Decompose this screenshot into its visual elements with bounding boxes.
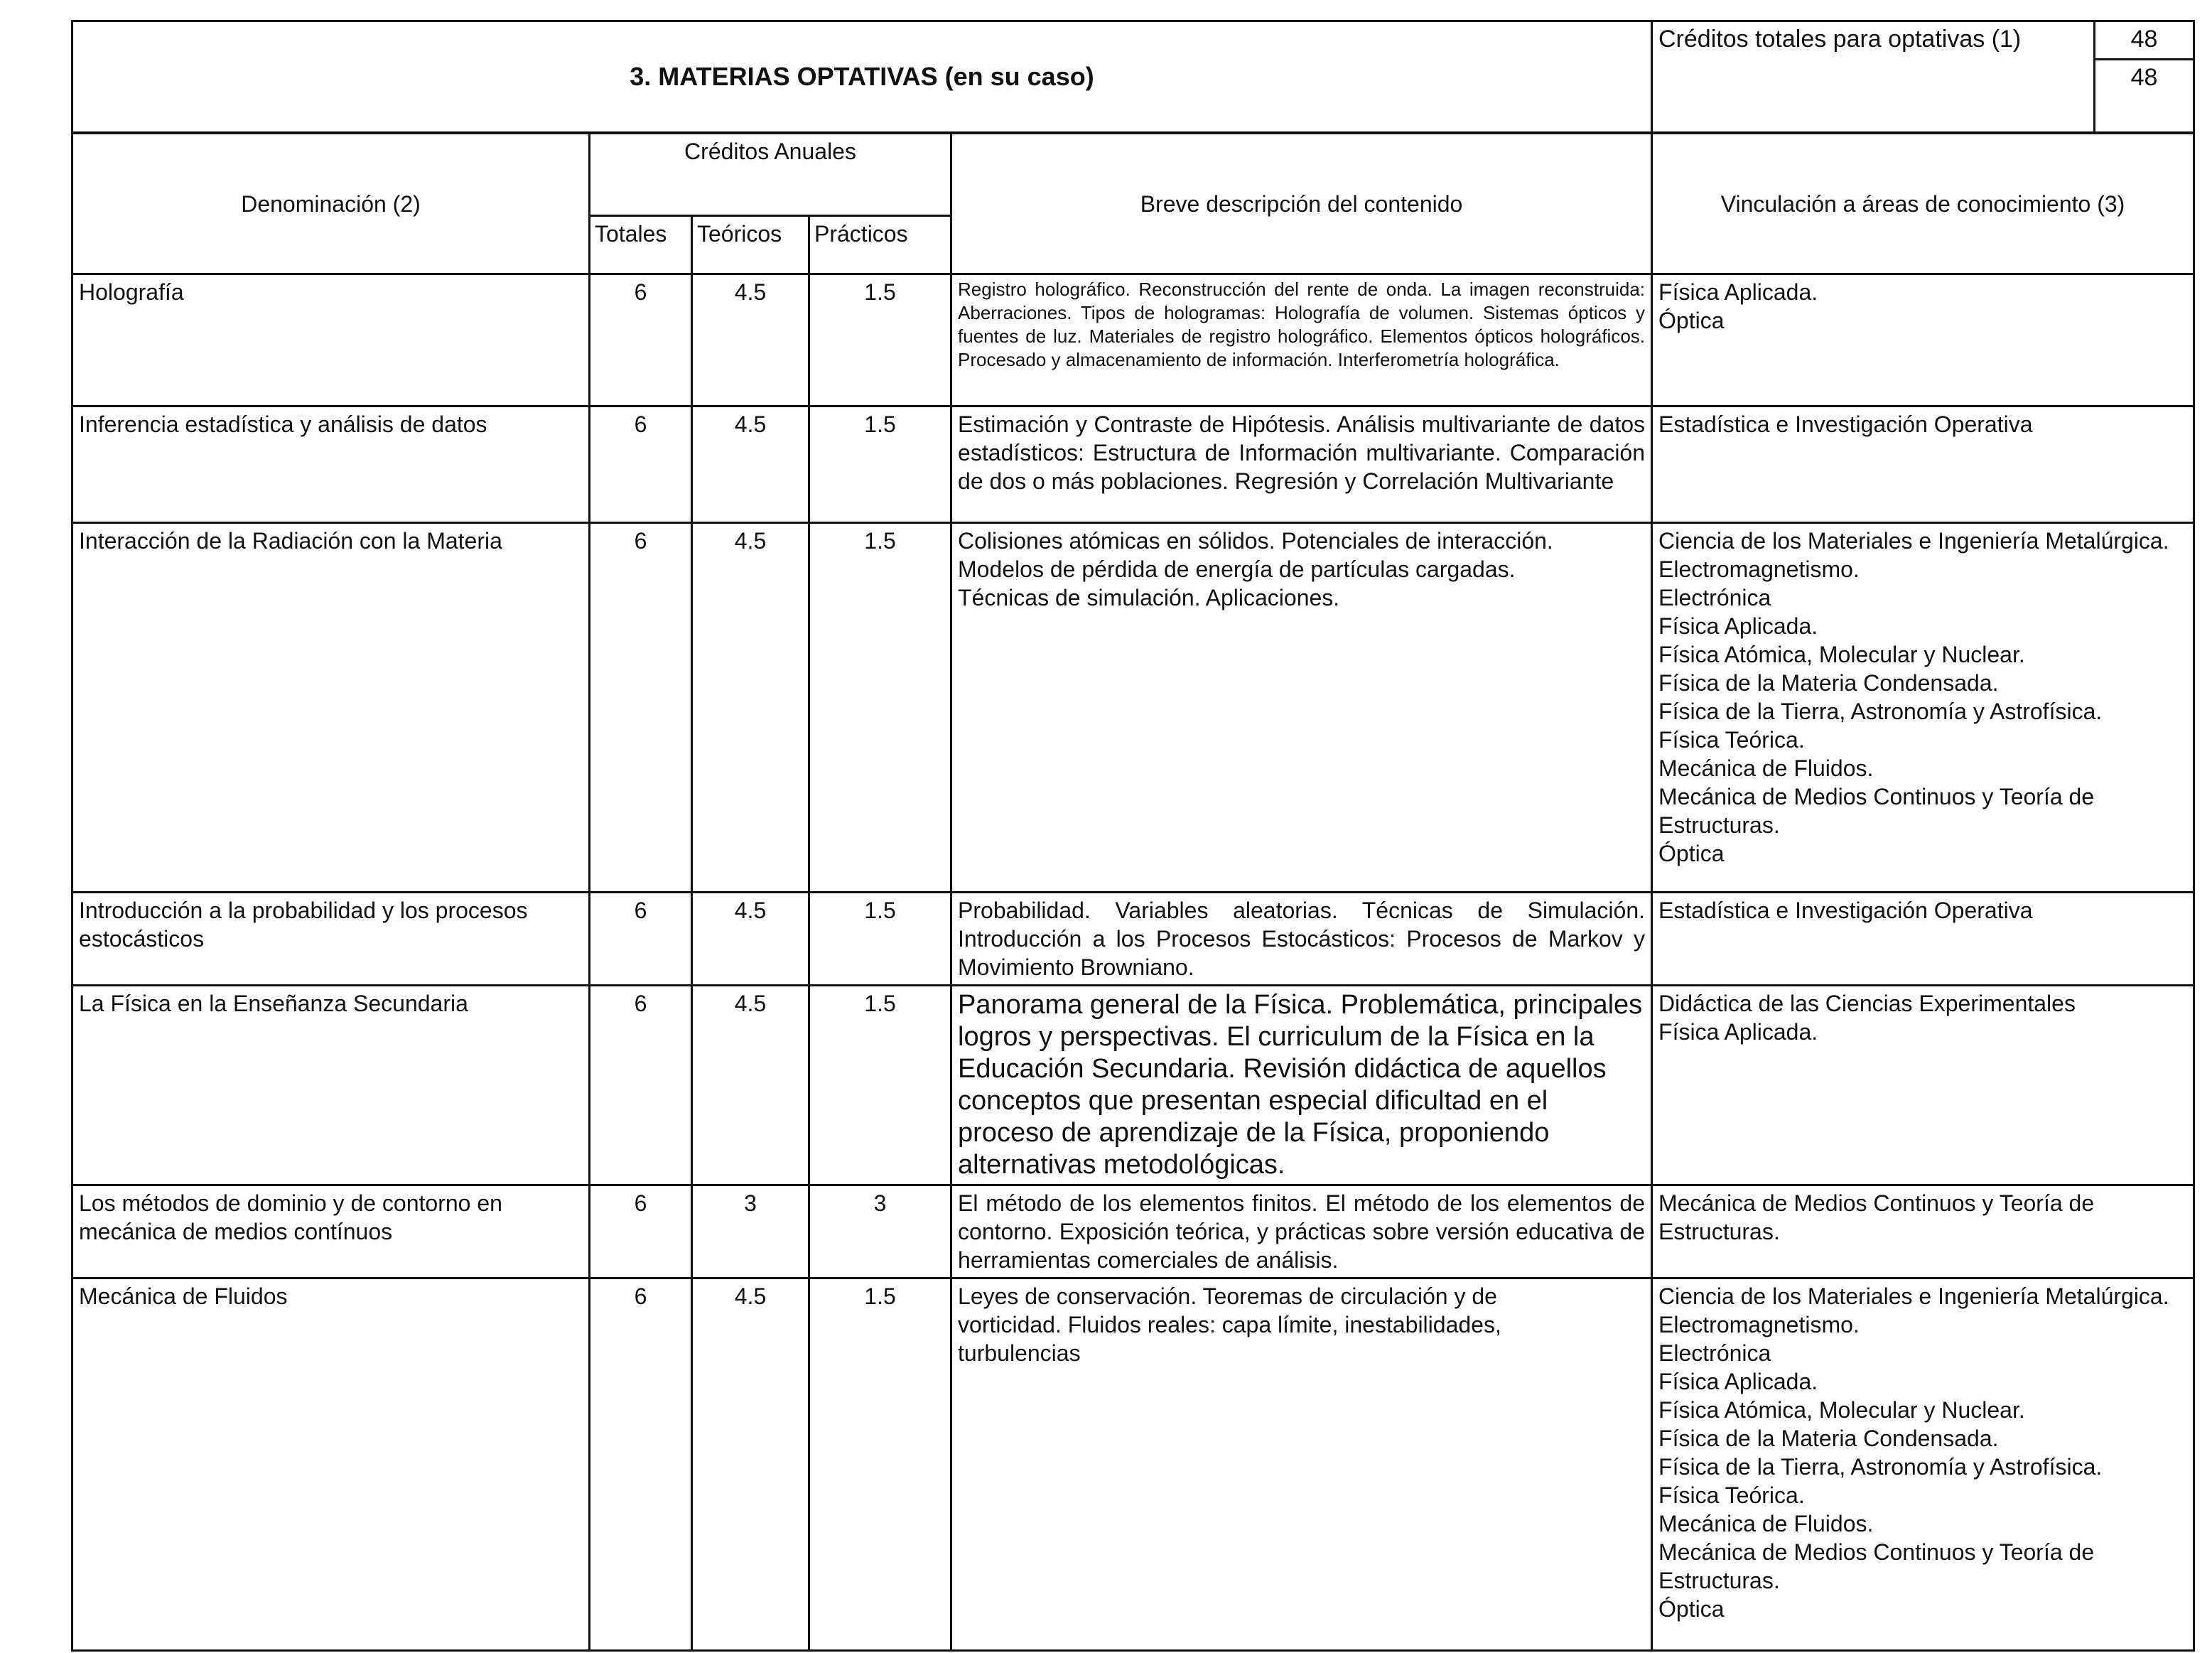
credits-practicos: 1.5 <box>809 274 951 406</box>
area-item: Didáctica de las Ciencias Experimentales <box>1658 991 2076 1016</box>
header-totales: Totales <box>590 216 692 274</box>
knowledge-areas <box>1652 986 2194 1185</box>
description-line: Modelos de pérdida de energía de partículas cargadas. <box>958 556 1516 582</box>
credits-practicos: 1.5 <box>809 406 951 523</box>
area-item: Física Aplicada. <box>1658 279 1818 305</box>
description-line: Leyes de conservación. Teoremas de circulación y de <box>958 1283 1497 1309</box>
knowledge-areas <box>1652 274 2194 406</box>
credits-practicos: 1.5 <box>809 523 951 893</box>
subject-description: Probabilidad. Variables aleatorias. Técnicas de Simulación. Introducción a los Procesos Estocásticos: Procesos de Markov y Movimiento Browniano. <box>951 893 1652 986</box>
subject-description: Estimación y Contraste de Hipótesis. Análisis multivariante de datos estadísticos: Estructura de Información multivariante. Comparación de dos o más poblaciones. Regresión y Correlación Multivariante <box>951 406 1652 523</box>
credits-teoricos: 4.5 <box>692 986 809 1185</box>
header-descripcion: Breve descripción del contenido <box>951 134 1652 274</box>
credits-teoricos: 4.5 <box>692 1278 809 1651</box>
subject-description: Registro holográfico. Reconstrucción del rente de onda. La imagen reconstruida: Aberraciones. Tipos de hologramas: Holografía de volumen. Sistemas ópticos y fuentes de luz. Materiales de registro holográfico. Elementos ópticos holográficos. Procesado y almacenamiento de información. Interferometría holográfica. <box>951 274 1652 406</box>
credits-practicos: 1.5 <box>809 1278 951 1651</box>
subject-name: La Física en la Enseñanza Secundaria <box>72 986 590 1185</box>
section-header-table <box>71 20 2195 134</box>
area-item: Óptica <box>1658 308 1725 333</box>
section-title: 3. MATERIAS OPTATIVAS (en su caso) <box>72 21 1652 133</box>
knowledge-areas <box>1652 893 2194 986</box>
knowledge-areas <box>1652 1185 2194 1278</box>
knowledge-areas <box>1652 406 2194 523</box>
area-item: Mecánica de Medios Continuos y Teoría de Estructuras. <box>1658 1539 2095 1593</box>
area-item: Óptica <box>1658 841 1725 866</box>
knowledge-areas <box>1652 1278 2194 1651</box>
area-item: Electrónica <box>1658 1340 1771 1366</box>
area-item: Física Atómica, Molecular y Nuclear. <box>1658 1397 2025 1423</box>
area-item: Física de la Materia Condensada. <box>1658 1426 1999 1451</box>
area-item: Física de la Materia Condensada. <box>1658 670 1999 696</box>
table-row <box>72 274 2194 406</box>
credits-teoricos: 3 <box>692 1185 809 1278</box>
credits-totales: 6 <box>590 1278 692 1651</box>
table-row <box>72 1185 2194 1278</box>
area-item: Ciencia de los Materiales e Ingeniería Metalúrgica. <box>1658 528 2169 554</box>
header-practicos: Prácticos <box>809 216 951 274</box>
area-item: Física de la Tierra, Astronomía y Astrofísica. <box>1658 1454 2103 1480</box>
table-row <box>72 893 2194 986</box>
subject-name: Holografía <box>72 274 590 406</box>
area-item: Óptica <box>1658 1596 1725 1622</box>
credits-practicos: 3 <box>809 1185 951 1278</box>
total-credits-label: Créditos totales para optativas (1) <box>1652 21 2095 133</box>
credits-totales: 6 <box>590 274 692 406</box>
area-item: Física Aplicada. <box>1658 1019 1818 1045</box>
area-item: Electromagnetismo. <box>1658 1312 1860 1337</box>
area-item: Física Aplicada. <box>1658 1369 1818 1394</box>
area-item: Física de la Tierra, Astronomía y Astrofísica. <box>1658 699 2103 724</box>
credits-teoricos: 4.5 <box>692 523 809 893</box>
area-item: Física Teórica. <box>1658 1482 1805 1508</box>
subject-name: Introducción a la probabilidad y los procesos estocásticos <box>72 893 590 986</box>
area-item: Mecánica de Fluidos. <box>1658 1511 1874 1536</box>
table-row <box>72 1278 2194 1651</box>
area-item: Física Atómica, Molecular y Nuclear. <box>1658 642 2025 667</box>
table-row <box>72 406 2194 523</box>
subject-description: Panorama general de la Física. Problemática, principales logros y perspectivas. El curriculum de la Física en la Educación Secundaria. Revisión didáctica de aquellos conceptos que presentan especial dificultad en el proceso de aprendizaje de la Física, proponiendo alternativas metodológicas. <box>951 986 1652 1185</box>
subject-name: Inferencia estadística y análisis de datos <box>72 406 590 523</box>
area-item: Estadística e Investigación Operativa <box>1658 411 2033 437</box>
knowledge-areas <box>1652 523 2194 893</box>
total-credits-value-2: 48 <box>2095 60 2194 133</box>
subjects-table <box>71 132 2195 1652</box>
header-vinculacion: Vinculación a áreas de conocimiento (3) <box>1652 134 2194 274</box>
area-item: Mecánica de Fluidos. <box>1658 755 1874 781</box>
credits-practicos: 1.5 <box>809 986 951 1185</box>
credits-teoricos: 4.5 <box>692 893 809 986</box>
header-creditos-anuales: Créditos Anuales <box>590 134 951 216</box>
area-item: Mecánica de Medios Continuos y Teoría de Estructuras. <box>1658 1190 2095 1244</box>
credits-practicos: 1.5 <box>809 893 951 986</box>
area-item: Estadística e Investigación Operativa <box>1658 898 2033 923</box>
credits-totales: 6 <box>590 1185 692 1278</box>
description-line: turbulencias <box>958 1340 1081 1366</box>
subject-name: Interacción de la Radiación con la Materia <box>72 523 590 893</box>
subject-description: El método de los elementos finitos. El método de los elementos de contorno. Exposición teórica, y prácticas sobre versión educativa de herramientas comerciales de análisis. <box>951 1185 1652 1278</box>
subject-description <box>951 523 1652 893</box>
credits-teoricos: 4.5 <box>692 274 809 406</box>
area-item: Electrónica <box>1658 585 1771 610</box>
area-item: Mecánica de Medios Continuos y Teoría de Estructuras. <box>1658 784 2095 838</box>
subject-name: Los métodos de dominio y de contorno en mecánica de medios contínuos <box>72 1185 590 1278</box>
header-teoricos: Teóricos <box>692 216 809 274</box>
subject-name: Mecánica de Fluidos <box>72 1278 590 1651</box>
description-line: vorticidad. Fluidos reales: capa límite, inestabilidades, <box>958 1312 1501 1337</box>
description-line: Técnicas de simulación. Aplicaciones. <box>958 585 1340 610</box>
credits-totales: 6 <box>590 986 692 1185</box>
description-line: Colisiones atómicas en sólidos. Potenciales de interacción. <box>958 528 1553 554</box>
credits-totales: 6 <box>590 523 692 893</box>
total-credits-value-1: 48 <box>2095 21 2194 60</box>
table-row <box>72 523 2194 893</box>
header-denominacion: Denominación (2) <box>72 134 590 274</box>
area-item: Ciencia de los Materiales e Ingeniería Metalúrgica. <box>1658 1283 2169 1309</box>
table-row <box>72 986 2194 1185</box>
area-item: Física Teórica. <box>1658 727 1805 753</box>
credits-teoricos: 4.5 <box>692 406 809 523</box>
subject-description <box>951 1278 1652 1651</box>
credits-totales: 6 <box>590 893 692 986</box>
area-item: Electromagnetismo. <box>1658 556 1860 582</box>
credits-totales: 6 <box>590 406 692 523</box>
area-item: Física Aplicada. <box>1658 613 1818 639</box>
